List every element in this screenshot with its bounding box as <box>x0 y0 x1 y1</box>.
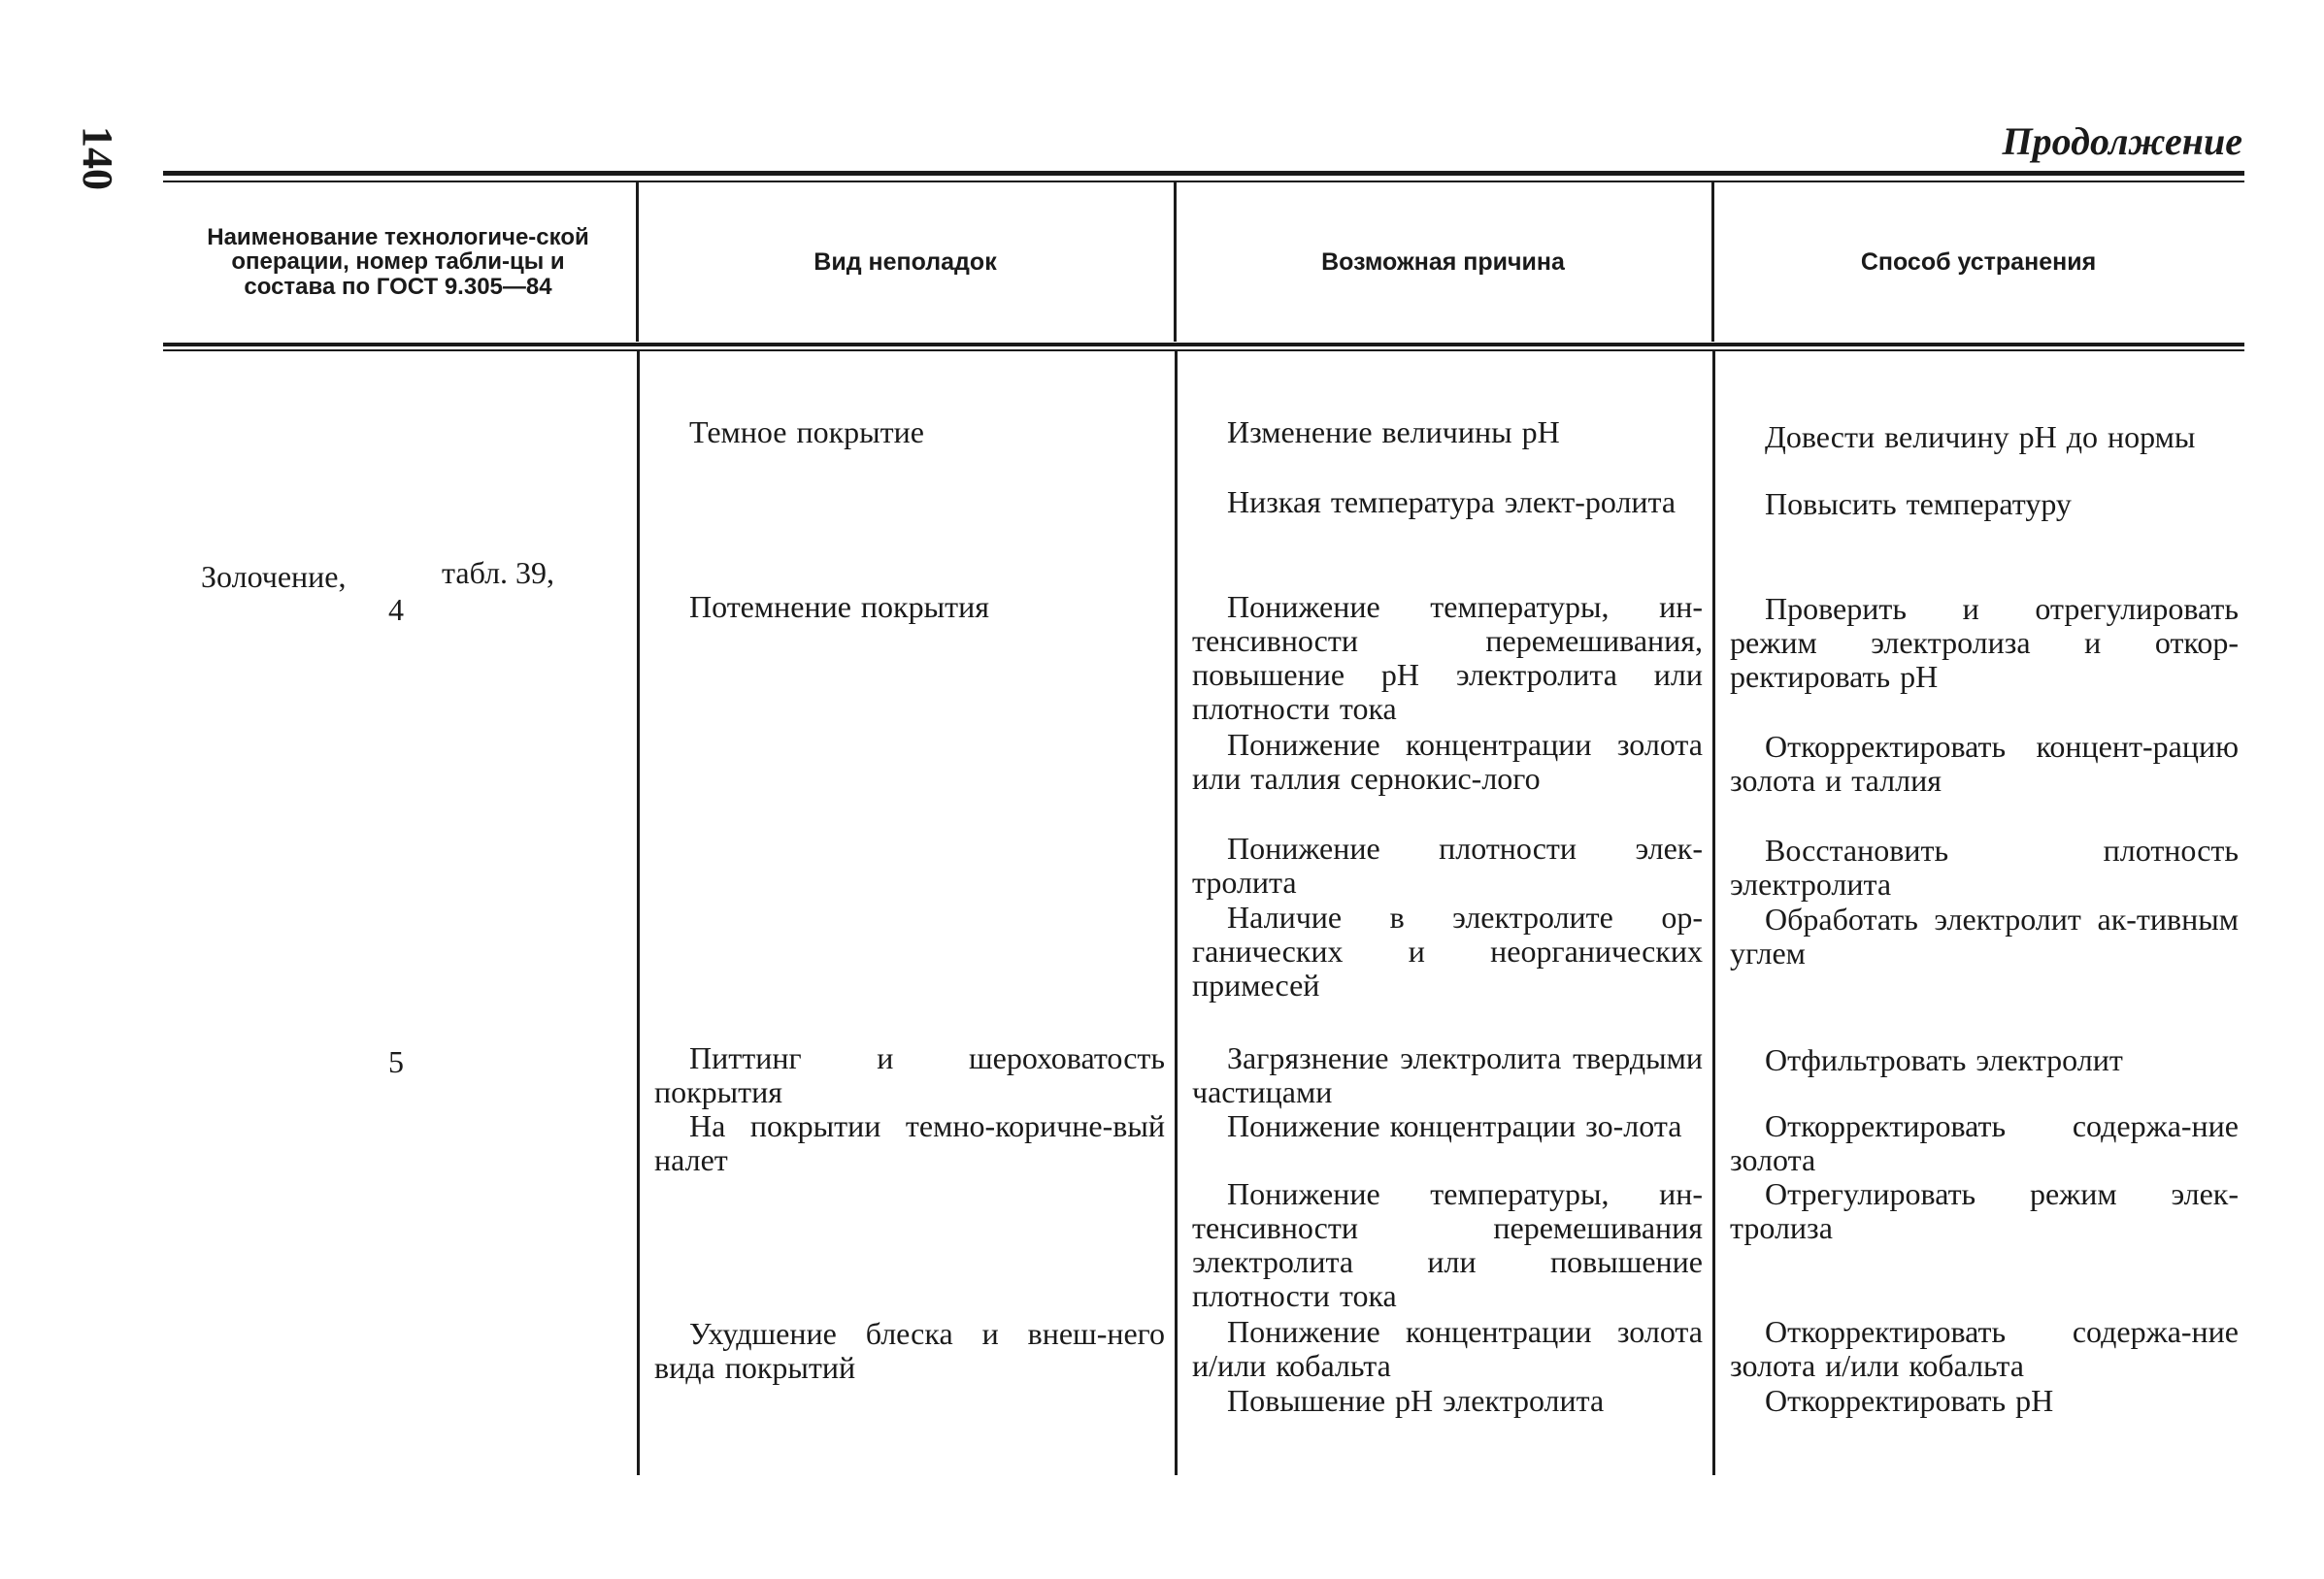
cause-cell: Понижение концентрации золота или таллия сернокис-лого <box>1192 727 1703 796</box>
cause-cell: Понижение концентрации зо-лота <box>1227 1108 1682 1143</box>
defect-cell: Питтинг и шероховатость покрытия <box>654 1040 1165 1109</box>
remedy-cell: Обработать электролит ак-тивным углем <box>1730 902 2239 970</box>
remedy-cell: Проверить и отрегулировать режим электролиза и откор-ректировать pH <box>1730 591 2239 694</box>
defect-cell: На покрытии темно-коричне-вый налет <box>654 1108 1165 1177</box>
column-divider-2 <box>1174 181 1177 342</box>
column-divider-3-body <box>1712 351 1715 1475</box>
cause-cell: Низкая температура элект-ролита <box>1227 484 1677 519</box>
remedy-cell: Повысить температуру <box>1765 486 2072 521</box>
cause-cell: Загрязнение электролита твердыми частицами <box>1192 1040 1703 1109</box>
header-remedy: Способ устранения <box>1860 247 2097 276</box>
table-top-rule-thin <box>163 181 2244 182</box>
remedy-cell: Откорректировать pH <box>1765 1383 2054 1418</box>
remedy-cell: Откорректировать содержа-ние золота и/или кобальта <box>1730 1314 2239 1383</box>
header-bottom-rule-thin <box>163 349 2244 351</box>
cause-cell: Понижение плотности элек-тролита <box>1192 831 1703 900</box>
cause-cell: Изменение величины pH <box>1227 414 1560 449</box>
composition-number-5: 5 <box>388 1044 404 1079</box>
remedy-cell: Откорректировать содержа-ние золота <box>1730 1108 2239 1177</box>
remedy-cell: Восстановить плотность электролита <box>1730 833 2239 902</box>
continuation-label: Продолжение <box>2002 119 2242 163</box>
header-operation: Наименование технологиче-ской операции, номер табли-цы и состава по ГОСТ 9.305—84 <box>207 224 589 300</box>
remedy-cell: Откорректировать концент-рацию золота и таллия <box>1730 729 2239 798</box>
table-top-rule <box>163 171 2244 176</box>
remedy-cell: Отрегулировать режим элек-тролиза <box>1730 1176 2239 1245</box>
composition-number-4: 4 <box>388 592 404 627</box>
defect-cell: Потемнение покрытия <box>689 589 989 624</box>
cause-cell: Понижение температуры, ин-тенсивности перемешивания электролита или повышение плотности тока <box>1192 1176 1703 1313</box>
column-divider-1 <box>636 181 639 342</box>
column-divider-2-body <box>1175 351 1178 1475</box>
defect-cell: Темное покрытие <box>689 414 924 449</box>
defect-cell: Ухудшение блеска и внеш-него вида покрытий <box>654 1316 1165 1385</box>
operation-name: Золочение, <box>201 559 347 594</box>
header-bottom-rule <box>163 343 2244 346</box>
cause-cell: Повышение pH электролита <box>1227 1383 1605 1418</box>
header-cause: Возможная причина <box>1321 247 1565 276</box>
operation-table-ref: табл. 39, <box>442 555 555 590</box>
column-divider-1-body <box>637 351 640 1475</box>
remedy-cell: Довести величину pH до нормы <box>1765 419 2196 454</box>
cause-cell: Понижение концентрации золота и/или кобальта <box>1192 1314 1703 1383</box>
column-divider-3 <box>1711 181 1714 342</box>
header-defect: Вид неполадок <box>813 247 997 276</box>
page-number: 140 <box>74 126 121 190</box>
remedy-cell: Отфильтровать электролит <box>1765 1042 2123 1077</box>
cause-cell: Наличие в электролите ор-ганических и неорганических примесей <box>1192 900 1703 1003</box>
cause-cell: Понижение температуры, ин-тенсивности перемешивания, повышение pH электролита или плотности тока <box>1192 589 1703 726</box>
